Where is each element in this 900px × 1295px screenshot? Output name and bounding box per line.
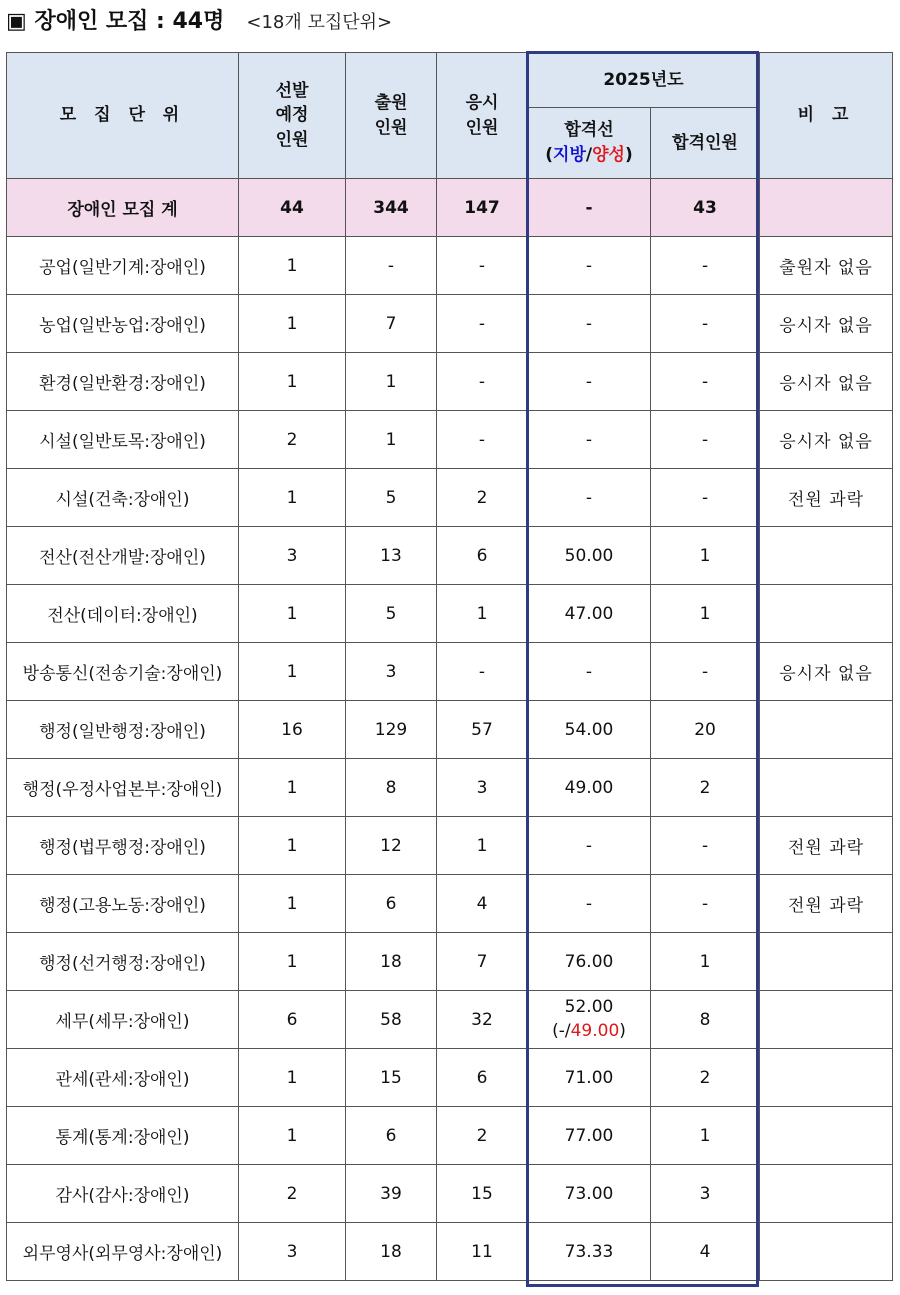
header-cutoff-label: 합격선 — [564, 120, 614, 141]
cell-cutoff: - — [528, 469, 651, 527]
cell-passed: 2 — [651, 759, 760, 817]
table-row — [7, 353, 893, 411]
cell-applicants: 3 — [346, 643, 437, 701]
cell-applicants: 1 — [346, 411, 437, 469]
cell-examinees: - — [437, 411, 528, 469]
cell-unit: 환경(일반환경:장애인) — [7, 353, 239, 411]
header-remark: 비 고 — [760, 53, 893, 179]
cell-passed: - — [651, 875, 760, 933]
cell-remark — [760, 1049, 893, 1107]
cell-planned: 1 — [239, 643, 346, 701]
table-row — [7, 295, 893, 353]
table-row — [7, 759, 893, 817]
cell-applicants: 8 — [346, 759, 437, 817]
cell-passed: 2 — [651, 1049, 760, 1107]
cell-cutoff: 73.33 — [528, 1223, 651, 1281]
cell-examinees: 2 — [437, 469, 528, 527]
cell-applicants: 5 — [346, 585, 437, 643]
cell-remark: 출원자 없음 — [760, 237, 893, 295]
cell-remark — [760, 991, 893, 1049]
cell-unit: 관세(관세:장애인) — [7, 1049, 239, 1107]
cell-cutoff: - — [528, 353, 651, 411]
total-remark — [760, 179, 893, 237]
total-passed: 43 — [651, 179, 760, 237]
cell-remark: 응시자 없음 — [760, 411, 893, 469]
table-row — [7, 701, 893, 759]
cell-remark — [760, 527, 893, 585]
cell-planned: 1 — [239, 759, 346, 817]
cell-remark — [760, 759, 893, 817]
cell-examinees: - — [437, 295, 528, 353]
cell-remark: 전원 과락 — [760, 817, 893, 875]
cell-planned: 1 — [239, 353, 346, 411]
cell-applicants: 5 — [346, 469, 437, 527]
cell-cutoff-balance — [528, 1020, 650, 1044]
header-examinees: 응시 인원 — [437, 53, 528, 179]
cell-applicants: 58 — [346, 991, 437, 1049]
table-row — [7, 1049, 893, 1107]
cell-applicants: 6 — [346, 875, 437, 933]
cell-planned: 1 — [239, 237, 346, 295]
header-year: 2025년도 — [528, 53, 760, 108]
table-row — [7, 469, 893, 527]
cell-passed: - — [651, 643, 760, 701]
cell-cutoff-balance-value: 49.00 — [570, 1020, 620, 1041]
cell-examinees: 6 — [437, 527, 528, 585]
cell-passed: - — [651, 237, 760, 295]
cell-cutoff: 73.00 — [528, 1165, 651, 1223]
cell-passed: 1 — [651, 1107, 760, 1165]
cell-applicants: - — [346, 237, 437, 295]
cell-planned: 1 — [239, 469, 346, 527]
cell-applicants: 1 — [346, 353, 437, 411]
cell-cutoff: 47.00 — [528, 585, 651, 643]
cell-unit: 세무(세무:장애인) — [7, 991, 239, 1049]
total-row — [7, 179, 893, 237]
cell-planned: 6 — [239, 991, 346, 1049]
cell-cutoff-balance-close: ) — [619, 1020, 626, 1041]
cell-examinees: 1 — [437, 817, 528, 875]
cell-passed: 3 — [651, 1165, 760, 1223]
table-row — [7, 1107, 893, 1165]
cell-cutoff: - — [528, 817, 651, 875]
cell-applicants: 7 — [346, 295, 437, 353]
cell-examinees: 15 — [437, 1165, 528, 1223]
table-row — [7, 933, 893, 991]
cell-applicants: 13 — [346, 527, 437, 585]
cell-passed: 1 — [651, 527, 760, 585]
cell-planned: 3 — [239, 527, 346, 585]
table-row — [7, 875, 893, 933]
header-cutoff-balance: 양성 — [592, 145, 625, 165]
cell-cutoff: - — [528, 237, 651, 295]
cell-unit: 시설(일반토목:장애인) — [7, 411, 239, 469]
title-subtitle: <18개 모집단위> — [246, 12, 393, 33]
page-title — [6, 4, 392, 38]
cell-applicants: 12 — [346, 817, 437, 875]
total-planned: 44 — [239, 179, 346, 237]
header-passed: 합격인원 — [651, 108, 760, 179]
table-row — [7, 585, 893, 643]
cell-planned: 2 — [239, 411, 346, 469]
header-cutoff-close: ) — [624, 145, 633, 165]
cell-cutoff: 76.00 — [528, 933, 651, 991]
header-cutoff — [528, 108, 651, 179]
cell-remark: 응시자 없음 — [760, 295, 893, 353]
cell-planned: 2 — [239, 1165, 346, 1223]
table-row — [7, 817, 893, 875]
table-row — [7, 1165, 893, 1223]
cell-passed: - — [651, 295, 760, 353]
cell-passed: 4 — [651, 1223, 760, 1281]
cell-unit: 행정(우정사업본부:장애인) — [7, 759, 239, 817]
cell-planned: 1 — [239, 875, 346, 933]
cell-passed: 1 — [651, 933, 760, 991]
cell-remark — [760, 1107, 893, 1165]
cell-passed: 1 — [651, 585, 760, 643]
header-unit: 모 집 단 위 — [7, 53, 239, 179]
cell-unit: 전산(전산개발:장애인) — [7, 527, 239, 585]
cell-unit: 행정(일반행정:장애인) — [7, 701, 239, 759]
cell-applicants: 129 — [346, 701, 437, 759]
cell-cutoff: - — [528, 643, 651, 701]
cell-unit: 행정(법무행정:장애인) — [7, 817, 239, 875]
cell-examinees: 4 — [437, 875, 528, 933]
cell-examinees: 1 — [437, 585, 528, 643]
cell-unit: 감사(감사:장애인) — [7, 1165, 239, 1223]
cell-examinees: - — [437, 353, 528, 411]
table-row — [7, 411, 893, 469]
table-row — [7, 1223, 893, 1281]
header-cutoff-slash: / — [585, 145, 593, 165]
cell-unit: 전산(데이터:장애인) — [7, 585, 239, 643]
cell-remark — [760, 933, 893, 991]
cell-examinees: 32 — [437, 991, 528, 1049]
table-row — [7, 643, 893, 701]
table-body — [7, 179, 893, 1281]
cell-examinees: - — [437, 237, 528, 295]
header-cutoff-local: 지방 — [553, 145, 586, 165]
cell-unit: 행정(선거행정:장애인) — [7, 933, 239, 991]
cell-cutoff: 77.00 — [528, 1107, 651, 1165]
cell-passed: - — [651, 353, 760, 411]
cell-examinees: 6 — [437, 1049, 528, 1107]
header-row-1 — [7, 53, 893, 108]
cell-unit: 통계(통계:장애인) — [7, 1107, 239, 1165]
recruitment-table — [6, 52, 893, 1281]
cell-examinees: 2 — [437, 1107, 528, 1165]
cell-unit: 공업(일반기계:장애인) — [7, 237, 239, 295]
cell-remark — [760, 701, 893, 759]
cell-cutoff: 50.00 — [528, 527, 651, 585]
header-applicants: 출원 인원 — [346, 53, 437, 179]
cell-planned: 1 — [239, 585, 346, 643]
cell-planned: 1 — [239, 817, 346, 875]
cell-applicants: 6 — [346, 1107, 437, 1165]
cell-examinees: 57 — [437, 701, 528, 759]
cell-cutoff: 71.00 — [528, 1049, 651, 1107]
cell-planned: 1 — [239, 295, 346, 353]
cell-unit: 시설(건축:장애인) — [7, 469, 239, 527]
table-row — [7, 991, 893, 1049]
cell-cutoff: - — [528, 875, 651, 933]
cell-passed: - — [651, 469, 760, 527]
cell-cutoff — [528, 991, 651, 1049]
cell-examinees: 11 — [437, 1223, 528, 1281]
cell-planned: 1 — [239, 1049, 346, 1107]
total-examinees: 147 — [437, 179, 528, 237]
cell-applicants: 18 — [346, 1223, 437, 1281]
cell-planned: 16 — [239, 701, 346, 759]
cell-unit: 행정(고용노동:장애인) — [7, 875, 239, 933]
cell-examinees: - — [437, 643, 528, 701]
header-cutoff-open: ( — [545, 145, 554, 165]
cell-cutoff: - — [528, 411, 651, 469]
cell-cutoff: 54.00 — [528, 701, 651, 759]
table-row — [7, 237, 893, 295]
table-row — [7, 527, 893, 585]
cell-applicants: 15 — [346, 1049, 437, 1107]
cell-cutoff-value: 52.00 — [564, 996, 614, 1017]
cell-passed: 8 — [651, 991, 760, 1049]
cell-examinees: 7 — [437, 933, 528, 991]
total-cutoff: - — [528, 179, 651, 237]
cell-unit: 외무영사(외무영사:장애인) — [7, 1223, 239, 1281]
cell-planned: 3 — [239, 1223, 346, 1281]
cell-applicants: 18 — [346, 933, 437, 991]
header-cutoff-detail — [528, 143, 650, 168]
cell-unit: 농업(일반농업:장애인) — [7, 295, 239, 353]
cell-examinees: 3 — [437, 759, 528, 817]
cell-cutoff: - — [528, 295, 651, 353]
cell-planned: 1 — [239, 1107, 346, 1165]
cell-remark: 응시자 없음 — [760, 643, 893, 701]
cell-remark — [760, 1223, 893, 1281]
header-planned: 선발 예정 인원 — [239, 53, 346, 179]
cell-applicants: 39 — [346, 1165, 437, 1223]
total-applicants: 344 — [346, 179, 437, 237]
cell-passed: - — [651, 411, 760, 469]
cell-remark: 전원 과락 — [760, 875, 893, 933]
cell-cutoff-balance-open: (-/ — [552, 1020, 571, 1041]
cell-passed: 20 — [651, 701, 760, 759]
cell-passed: - — [651, 817, 760, 875]
cell-remark — [760, 1165, 893, 1223]
total-unit: 장애인 모집 계 — [7, 179, 239, 237]
cell-remark: 응시자 없음 — [760, 353, 893, 411]
cell-remark — [760, 585, 893, 643]
cell-planned: 1 — [239, 933, 346, 991]
title-main: ▣ 장애인 모집 : 44명 — [6, 9, 225, 34]
cell-cutoff: 49.00 — [528, 759, 651, 817]
cell-remark: 전원 과락 — [760, 469, 893, 527]
cell-unit: 방송통신(전송기술:장애인) — [7, 643, 239, 701]
